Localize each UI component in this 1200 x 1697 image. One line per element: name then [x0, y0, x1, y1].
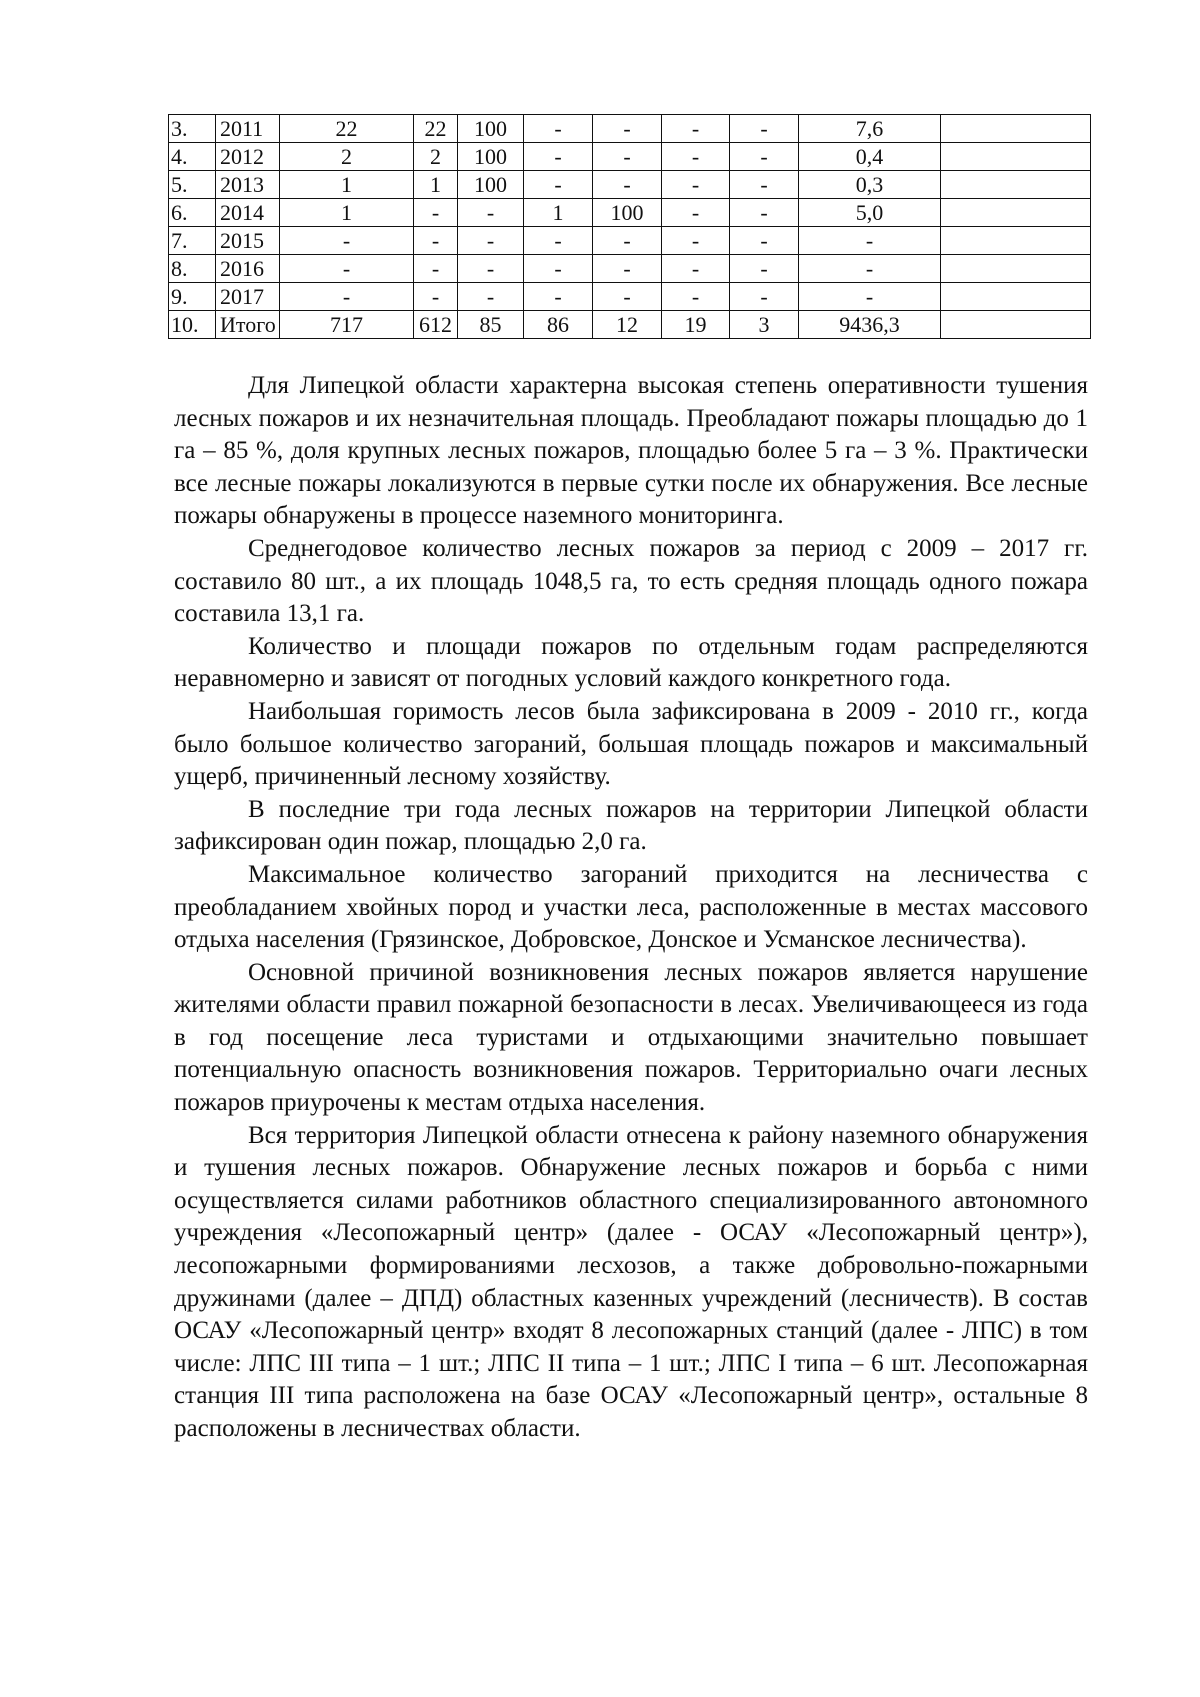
- table-cell: -: [799, 227, 941, 255]
- row-number: 5.: [169, 171, 216, 199]
- row-number: 7.: [169, 227, 216, 255]
- table-row: [169, 199, 1091, 227]
- table-cell: -: [662, 255, 730, 283]
- table-cell: 100: [458, 171, 524, 199]
- table-cell: [941, 283, 1091, 311]
- paragraph: Максимальное количество загораний приходится на лесничества с преобладанием хвойных пород и участки леса, расположенные в местах массового отдыха населения (Грязинское, Добровское, Донское и Усманское лесничества).: [174, 860, 1088, 954]
- table-row: [169, 283, 1091, 311]
- table-cell: 2: [280, 143, 414, 171]
- table-cell: 5,0: [799, 199, 941, 227]
- table-row: [169, 255, 1091, 283]
- row-year: 2011: [216, 115, 280, 143]
- table-cell: 2: [414, 143, 458, 171]
- table-cell: -: [593, 115, 662, 143]
- paragraph: Среднегодовое количество лесных пожаров за период с 2009 – 2017 гг. составило 80 шт., а их площадь 1048,5 га, то есть средняя площадь одного пожара составила 13,1 га.: [174, 534, 1088, 628]
- table-cell: [941, 143, 1091, 171]
- table-cell: 1: [414, 171, 458, 199]
- table-cell: 0,4: [799, 143, 941, 171]
- table-cell: -: [799, 283, 941, 311]
- table-cell: -: [593, 255, 662, 283]
- table-cell: [941, 199, 1091, 227]
- table-cell: -: [730, 255, 799, 283]
- table-cell: -: [730, 283, 799, 311]
- table-cell: 7,6: [799, 115, 941, 143]
- table-cell: -: [280, 283, 414, 311]
- table-cell: 19: [662, 311, 730, 339]
- table-cell: 22: [280, 115, 414, 143]
- table-cell: 1: [524, 199, 593, 227]
- table-cell: -: [730, 143, 799, 171]
- table-cell: -: [799, 255, 941, 283]
- table-cell: -: [414, 255, 458, 283]
- forest-fires-table: [168, 114, 1091, 339]
- table-cell: -: [730, 199, 799, 227]
- table-cell: -: [524, 115, 593, 143]
- table-cell: -: [458, 283, 524, 311]
- paragraph: Количество и площади пожаров по отдельным годам распределяются неравномерно и зависят от погодных условий каждого конкретного года.: [174, 632, 1088, 693]
- table-cell: 22: [414, 115, 458, 143]
- body-text: [174, 370, 1088, 1446]
- paragraph: Основной причиной возникновения лесных пожаров является нарушение жителями области правил пожарной безопасности в лесах. Увеличивающееся из года в год посещение леса туристами и отдыхающими значительно повышает потенциальную опасность возникновения пожаров. Территориально очаги лесных пожаров приурочены к местам отдыха населения.: [174, 958, 1088, 1117]
- table-cell: -: [414, 283, 458, 311]
- row-year: 2014: [216, 199, 280, 227]
- table-cell: -: [458, 199, 524, 227]
- table-cell: -: [524, 255, 593, 283]
- table-cell: 717: [280, 311, 414, 339]
- table-cell: -: [593, 143, 662, 171]
- row-number: 9.: [169, 283, 216, 311]
- table-cell: -: [524, 227, 593, 255]
- table-cell: [941, 227, 1091, 255]
- paragraph: В последние три года лесных пожаров на территории Липецкой области зафиксирован один пожар, площадью 2,0 га.: [174, 795, 1088, 856]
- table-cell: -: [414, 227, 458, 255]
- table-cell: -: [662, 227, 730, 255]
- table-cell: 1: [280, 199, 414, 227]
- table-cell: -: [662, 115, 730, 143]
- table-row: [169, 227, 1091, 255]
- table-cell: 0,3: [799, 171, 941, 199]
- table-cell: -: [524, 171, 593, 199]
- table-cell: 12: [593, 311, 662, 339]
- table-cell: -: [593, 171, 662, 199]
- table-cell: 1: [280, 171, 414, 199]
- table-cell: -: [662, 171, 730, 199]
- row-year: 2015: [216, 227, 280, 255]
- row-number: 4.: [169, 143, 216, 171]
- table-cell: -: [662, 199, 730, 227]
- table-cell: 85: [458, 311, 524, 339]
- table-cell: 100: [458, 143, 524, 171]
- table-cell: [941, 255, 1091, 283]
- table-cell: 100: [458, 115, 524, 143]
- table-cell: 3: [730, 311, 799, 339]
- table-cell: -: [593, 283, 662, 311]
- table-row: [169, 171, 1091, 199]
- row-number: 6.: [169, 199, 216, 227]
- row-number: 3.: [169, 115, 216, 143]
- table-cell: [941, 171, 1091, 199]
- table-row-total: [169, 311, 1091, 339]
- row-year: 2017: [216, 283, 280, 311]
- table-cell: -: [730, 115, 799, 143]
- table-row: [169, 115, 1091, 143]
- table-cell: -: [414, 199, 458, 227]
- table-cell: -: [280, 255, 414, 283]
- table-cell: -: [280, 227, 414, 255]
- row-number: 8.: [169, 255, 216, 283]
- table-cell: -: [730, 171, 799, 199]
- table-cell: [941, 311, 1091, 339]
- row-year: 2013: [216, 171, 280, 199]
- table-row: [169, 143, 1091, 171]
- table-cell: -: [524, 283, 593, 311]
- table-cell: -: [730, 227, 799, 255]
- paragraph: Для Липецкой области характерна высокая степень оперативности тушения лесных пожаров и их незначительная площадь. Преобладают пожары площадью до 1 га – 85 %, доля крупных лесных пожаров, площадью более 5 га – 3 %. Практически все лесные пожары локализуются в первые сутки после их обнаружения. Все лесные пожары обнаружены в процессе наземного мониторинга.: [174, 372, 1088, 530]
- table-cell: 9436,3: [799, 311, 941, 339]
- table-cell: -: [662, 283, 730, 311]
- row-year: 2016: [216, 255, 280, 283]
- table-cell: [941, 115, 1091, 143]
- table-cell: 86: [524, 311, 593, 339]
- row-number: 10.: [169, 311, 216, 339]
- table-cell: 100: [593, 199, 662, 227]
- paragraph: Наибольшая горимость лесов была зафиксирована в 2009 - 2010 гг., когда было большое количество загораний, большая площадь пожаров и максимальный ущерб, причиненный лесному хозяйству.: [174, 697, 1088, 791]
- table-cell: -: [458, 255, 524, 283]
- table-cell: -: [458, 227, 524, 255]
- table-cell: -: [662, 143, 730, 171]
- paragraph: Вся территория Липецкой области отнесена к району наземного обнаружения и тушения лесных пожаров. Обнаружение лесных пожаров и борьба с ними осуществляется силами работников областного специализированного автономного учреждения «Лесопожарный центр» (далее - ОСАУ «Лесопожарный центр»), лесопожарными формированиями лесхозов, а также добровольно-пожарными дружинами (далее – ДПД) областных казенных учреждений (лесничеств). В состав ОСАУ «Лесопожарный центр» входят 8 лесопожарных станций (далее - ЛПС) в том числе: ЛПС III типа – 1 шт.; ЛПС II типа – 1 шт.; ЛПС I типа – 6 шт. Лесопожарная станция III типа расположена на базе ОСАУ «Лесопожарный центр», остальные 8 расположены в лесничествах области.: [174, 1121, 1088, 1442]
- row-year: Итого: [216, 311, 280, 339]
- table-cell: -: [524, 143, 593, 171]
- row-year: 2012: [216, 143, 280, 171]
- table-cell: 612: [414, 311, 458, 339]
- table-cell: -: [593, 227, 662, 255]
